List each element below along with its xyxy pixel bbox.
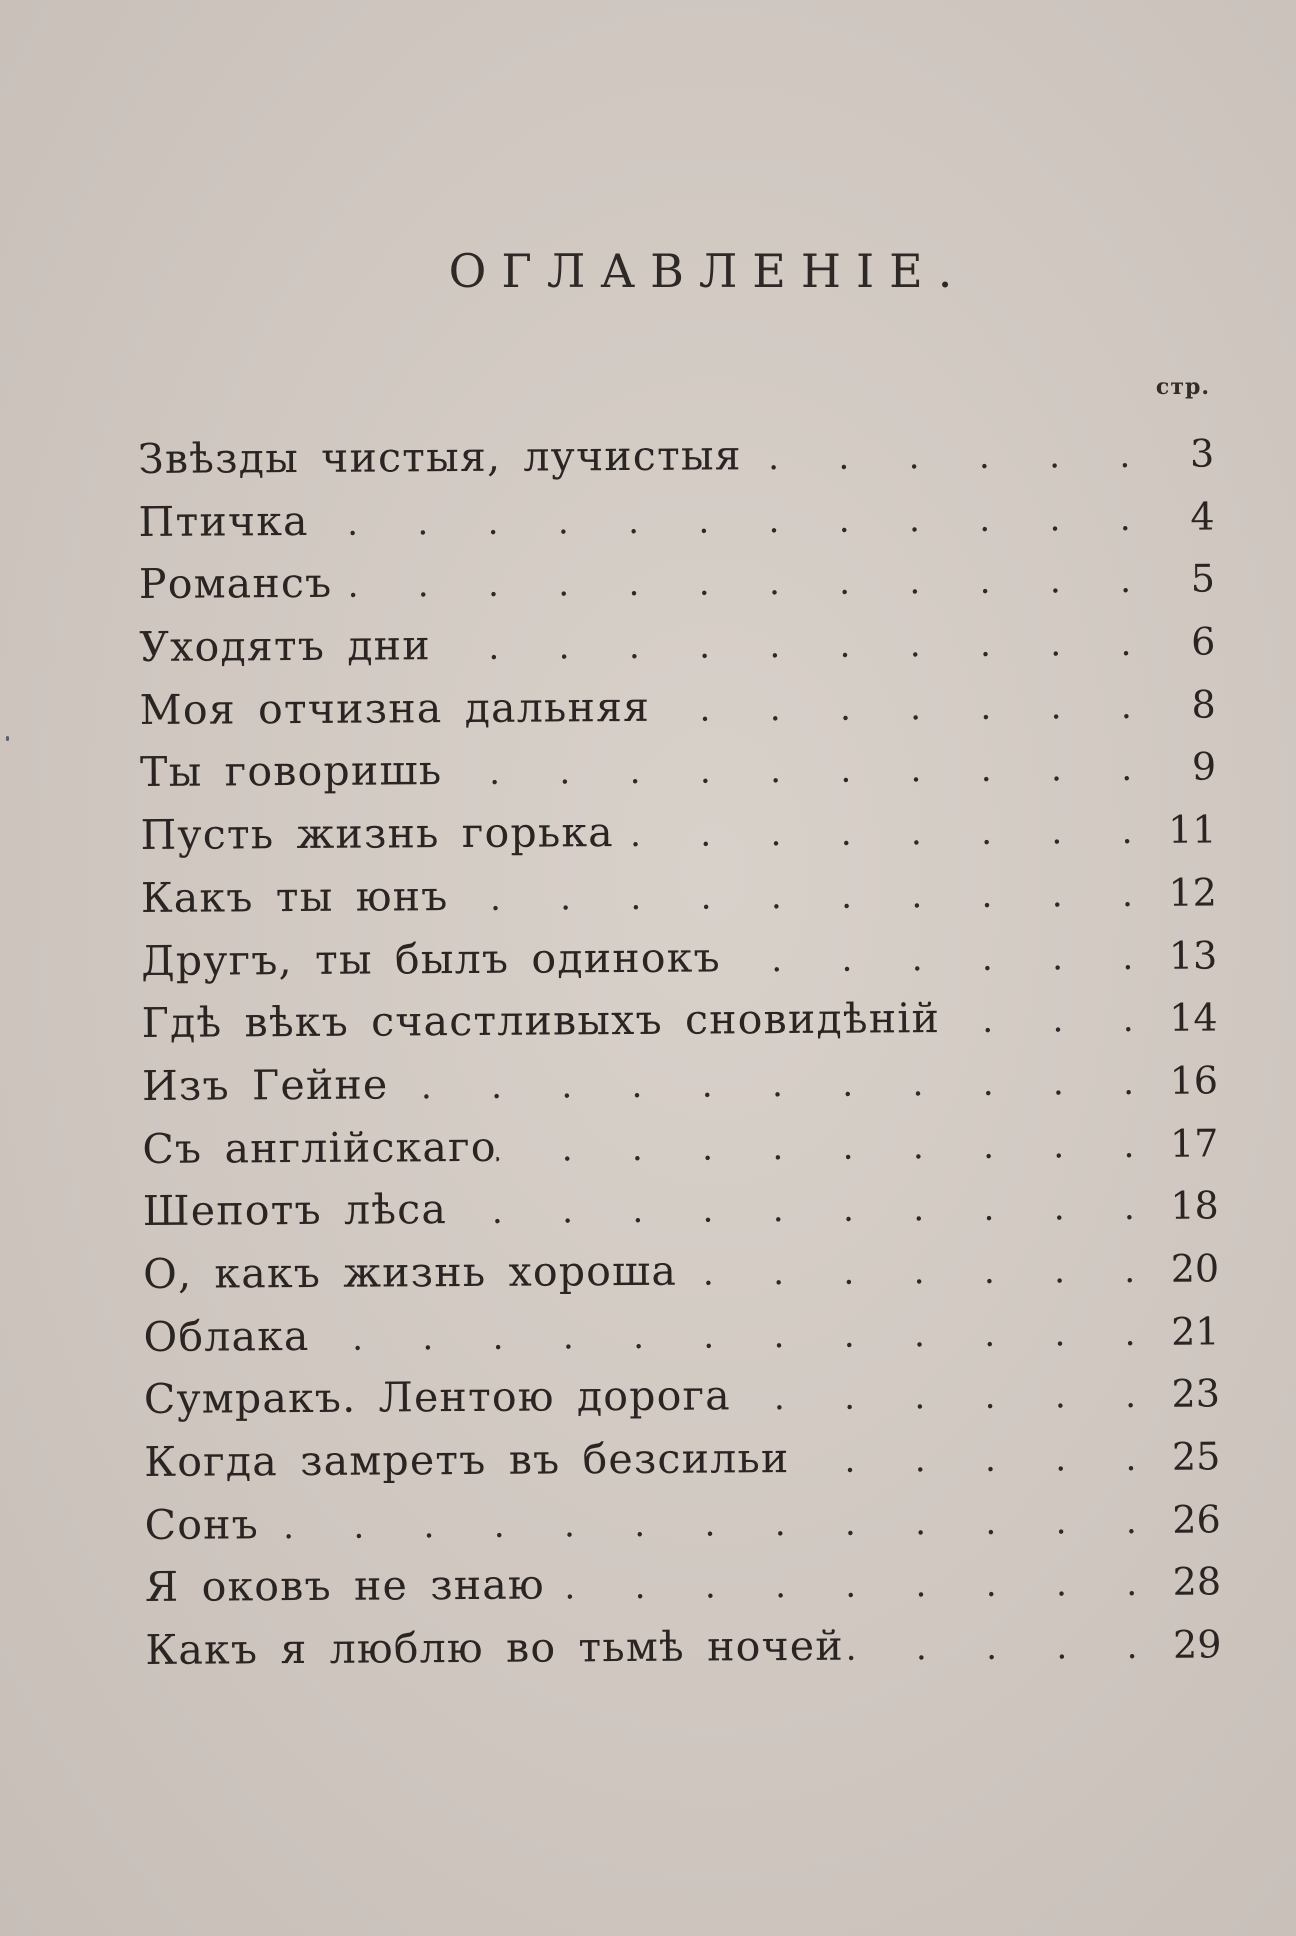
toc-entry-page: 25 <box>1171 1434 1221 1479</box>
toc-entry-title: Птичка <box>138 496 309 546</box>
toc-entry-page: 13 <box>1168 932 1218 978</box>
toc-entry <box>145 1550 1221 1619</box>
toc-entry <box>140 672 1216 741</box>
toc-entry-title: Какъ ты юнъ <box>140 871 449 922</box>
toc-entry-title: Гдѣ вѣкъ счастливыхъ сновидѣній <box>141 994 941 1048</box>
toc-entry <box>140 798 1216 867</box>
toc-entry-title: Другъ, ты былъ одинокъ <box>141 932 721 985</box>
toc-entry-page: 23 <box>1171 1371 1221 1417</box>
dot-leader <box>259 1491 1151 1558</box>
toc-entry <box>138 484 1214 553</box>
dot-leader <box>789 1428 1150 1492</box>
dot-leader <box>332 550 1145 617</box>
dot-leader <box>677 1240 1149 1305</box>
dot-leader <box>742 425 1145 489</box>
toc-entry-title: Сумракъ. Лентою дорога <box>143 1371 732 1424</box>
toc-entry-title: Уходятъ дни <box>139 621 431 672</box>
toc-entry-page: 5 <box>1190 556 1216 601</box>
dot-leader <box>545 1553 1152 1619</box>
dot-leader <box>940 989 1148 1052</box>
dot-leader <box>614 801 1147 866</box>
toc-entry-title: Какъ я люблю во тьмѣ ночей <box>145 1621 844 1675</box>
toc-entry-page: 8 <box>1191 682 1216 727</box>
dot-leader <box>309 488 1145 555</box>
toc-entry <box>145 1612 1221 1681</box>
toc-entry <box>138 421 1214 490</box>
dot-leader <box>442 738 1146 804</box>
toc-entry-title: Изъ Гейне <box>141 1060 389 1110</box>
toc-entry <box>139 547 1215 616</box>
dot-leader <box>447 1177 1149 1243</box>
toc-entry-page: 4 <box>1190 494 1215 539</box>
toc-entry-title: Облака <box>143 1311 310 1361</box>
toc-entry-title: Когда замретъ въ безсильи <box>144 1434 790 1486</box>
toc-entry-title: Пусть жизнь горька <box>140 808 614 860</box>
toc-entry <box>143 1299 1219 1368</box>
toc-entry-title: Ты говоришь <box>139 746 443 797</box>
toc-entry <box>145 1487 1221 1556</box>
toc-entry <box>143 1174 1219 1243</box>
toc-entry <box>141 986 1217 1055</box>
toc-entry <box>142 1048 1218 1117</box>
toc-entry <box>139 609 1215 678</box>
toc-entry-title: Сонъ <box>144 1499 260 1549</box>
paper-speck <box>6 736 9 741</box>
toc-entry <box>142 1111 1218 1180</box>
toc-entry-page: 16 <box>1169 1058 1219 1103</box>
page-column-label: стр. <box>1155 374 1210 400</box>
toc-entry-page: 28 <box>1172 1559 1222 1605</box>
toc-entry-page: 17 <box>1169 1120 1219 1166</box>
toc-entry-page: 18 <box>1170 1183 1219 1228</box>
toc-entry-page: 11 <box>1167 807 1217 852</box>
toc-entry-page: 3 <box>1189 431 1215 476</box>
toc-entry-title: Романсъ <box>138 559 333 609</box>
dot-leader <box>388 1052 1148 1119</box>
dot-leader <box>496 1114 1148 1180</box>
dot-leader <box>448 864 1147 930</box>
toc-entry <box>140 735 1216 804</box>
toc-entry-title: Я оковъ не знаю <box>144 1560 546 1612</box>
table-of-contents <box>138 421 1222 1681</box>
dot-leader <box>431 613 1146 679</box>
toc-entry <box>143 1236 1219 1305</box>
toc-entry-page: 9 <box>1191 744 1217 790</box>
toc-entry-page: 29 <box>1172 1622 1222 1667</box>
dot-leader <box>309 1302 1149 1369</box>
toc-entry-page: 14 <box>1169 995 1218 1040</box>
toc-entry <box>144 1424 1220 1493</box>
toc-entry-page: 21 <box>1171 1309 1220 1354</box>
dot-leader <box>721 926 1148 991</box>
toc-entry-title: О, какъ жизнь хороша <box>143 1246 678 1298</box>
toc-entry-title: Съ англійскаго <box>142 1122 497 1173</box>
dot-leader <box>650 676 1146 741</box>
toc-entry-page: 20 <box>1170 1246 1220 1291</box>
toc-entry-page: 26 <box>1172 1497 1221 1542</box>
toc-entry-page: 12 <box>1168 870 1217 915</box>
toc-entry <box>141 923 1217 992</box>
page-title: ОГЛАВЛЕНІЕ. <box>448 244 968 298</box>
dot-leader <box>731 1365 1150 1430</box>
toc-entry-title: Моя отчизна дальняя <box>139 682 651 734</box>
toc-entry <box>141 860 1217 929</box>
toc-entry-title: Звѣзды чистыя, лучистыя <box>138 431 742 483</box>
toc-entry-title: Шепотъ лѣса <box>142 1185 448 1236</box>
toc-entry-page: 6 <box>1191 619 1216 664</box>
toc-entry <box>144 1362 1220 1431</box>
dot-leader <box>844 1616 1152 1680</box>
